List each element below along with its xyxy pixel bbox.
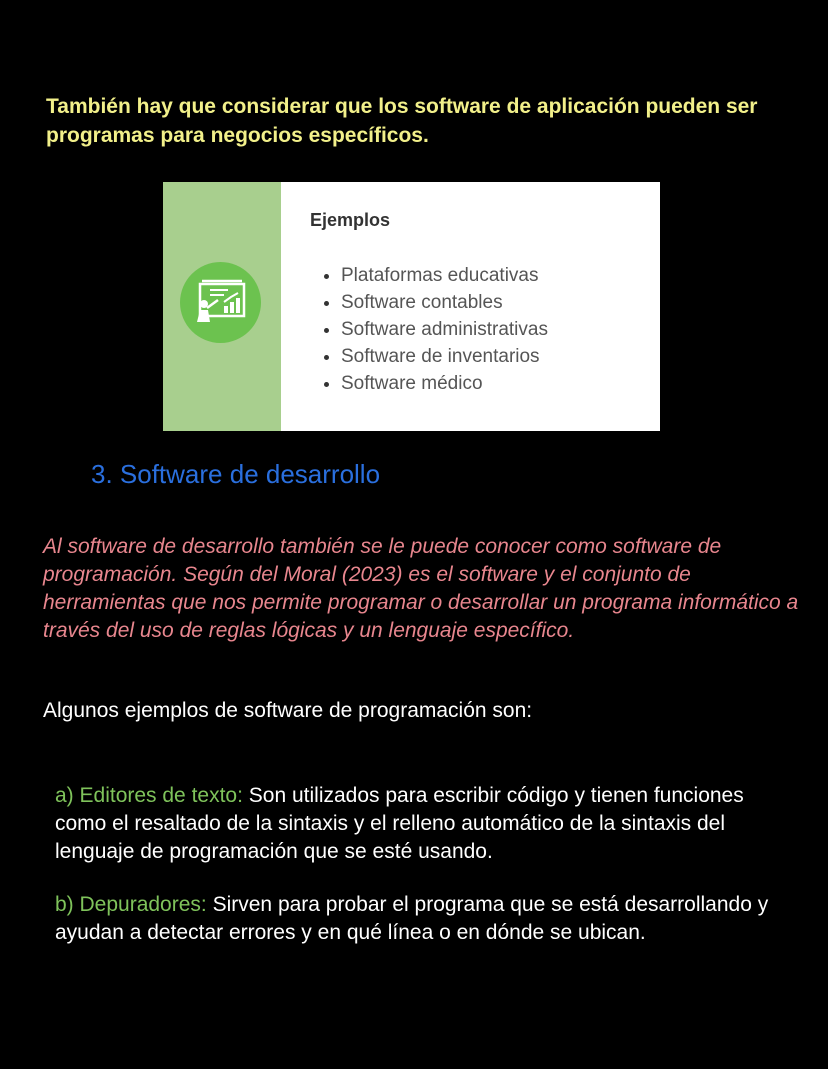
examples-intro: Algunos ejemplos de software de programación son: <box>43 699 533 722</box>
example-item-debuggers <box>55 891 795 947</box>
intro-paragraph: También hay que considerar que los software de aplicación pueden ser programas para negocios específicos. <box>46 95 758 147</box>
example-label: a) Editores de texto: <box>55 784 243 807</box>
list-item: • Software contables <box>341 289 548 316</box>
example-description: Son utilizados para escribir código y tienen funciones como el resaltado de la sintaxis y el relleno automático de la sintaxis del lenguaje de programación que se esté usando. <box>55 784 744 863</box>
list-item: • Plataformas educativas <box>341 262 548 289</box>
example-item-text-editors <box>55 782 795 866</box>
list-item: • Software de inventarios <box>341 343 548 370</box>
examples-figure <box>163 182 660 431</box>
list-item: • Software médico <box>341 370 548 397</box>
section-heading: 3. Software de desarrollo <box>91 459 381 489</box>
figure-side-band <box>163 182 281 431</box>
presentation-board-icon <box>180 262 261 343</box>
figure-title: Ejemplos <box>310 210 391 230</box>
example-label: b) Depuradores: <box>55 893 207 916</box>
example-description: Sirven para probar el programa que se está desarrollando y ayudan a detectar errores y en qué línea o en dónde se ubican. <box>55 893 769 944</box>
definition-paragraph: Al software de desarrollo también se le puede conocer como software de programación. Según del Moral (2023) es el software y el conjunto de herramientas que nos permite programar o desarrollar un programa informático a través del uso de reglas lógicas y un lenguaje específico. <box>43 535 799 642</box>
list-item: • Software administrativas <box>341 316 548 343</box>
examples-list <box>321 262 548 397</box>
